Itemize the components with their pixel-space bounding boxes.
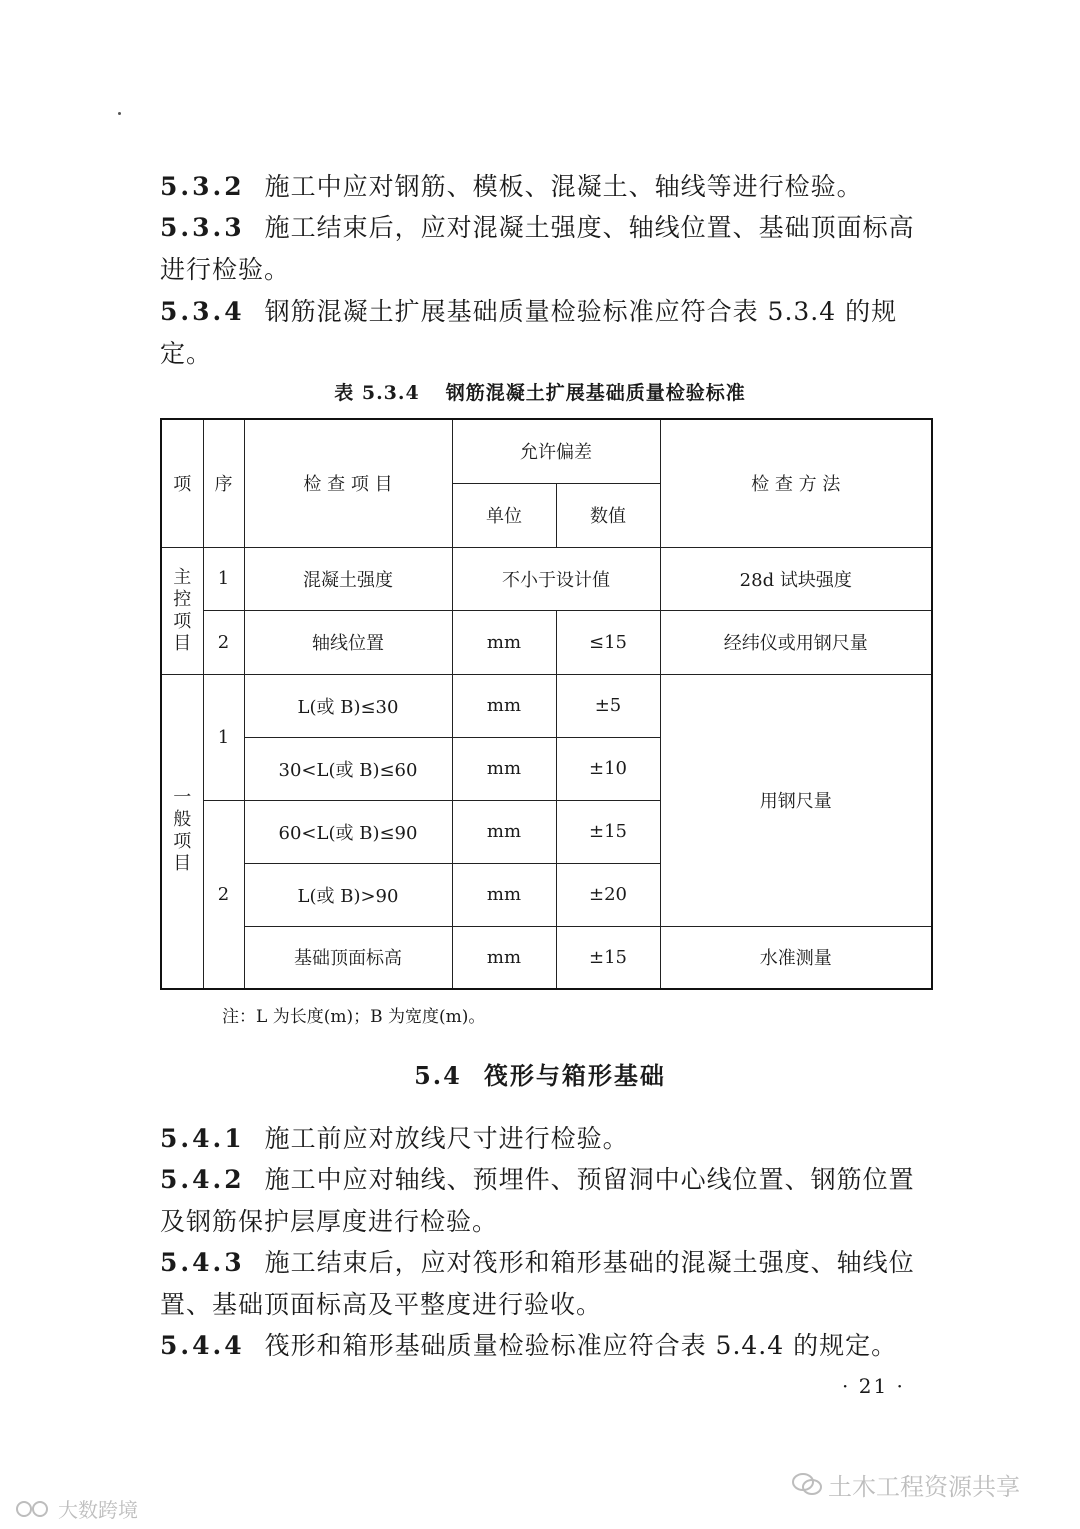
clause-number: 5.4.4 bbox=[160, 1331, 245, 1360]
row-seq: 2 bbox=[203, 610, 244, 674]
row-value: ±10 bbox=[556, 737, 660, 800]
header-unit: 单位 bbox=[452, 483, 556, 547]
clause-text: 施工前应对放线尺寸进行检验。 bbox=[264, 1124, 629, 1153]
clause-5-4-1 bbox=[160, 1118, 930, 1160]
row-item: 混凝土强度 bbox=[244, 547, 452, 610]
section-title: 筏形与箱形基础 bbox=[483, 1061, 666, 1090]
table-row bbox=[161, 547, 932, 610]
clause-text: 施工结束后，应对混凝土强度、轴线位置、基础顶面标高进行检验。 bbox=[160, 213, 915, 284]
table-number: 表 5.3.4 bbox=[334, 382, 420, 404]
row-unit: mm bbox=[452, 800, 556, 863]
group-general-label bbox=[161, 674, 203, 989]
row-tolerance: 不小于设计值 bbox=[452, 547, 660, 610]
clause-5-3-4 bbox=[160, 291, 930, 375]
header-check-item: 检 查 项 目 bbox=[244, 419, 452, 547]
row-method: 28d 试块强度 bbox=[660, 547, 932, 610]
clause-number: 5.3.2 bbox=[160, 172, 245, 201]
row-unit: mm bbox=[452, 737, 556, 800]
clause-number: 5.4.2 bbox=[160, 1165, 245, 1194]
brand-logo-icon bbox=[14, 1499, 52, 1524]
table-title-text: 钢筋混凝土扩展基础质量检验标准 bbox=[445, 382, 746, 404]
clause-text: 施工中应对钢筋、模板、混凝土、轴线等进行检验。 bbox=[264, 172, 863, 201]
vertical-char: 项 bbox=[173, 610, 192, 632]
vertical-char: 目 bbox=[173, 632, 192, 654]
header-value: 数值 bbox=[556, 483, 660, 547]
row-unit: mm bbox=[452, 863, 556, 926]
section-number: 5.4 bbox=[414, 1061, 462, 1090]
vertical-char: 主 bbox=[173, 566, 192, 588]
clause-5-3-3 bbox=[160, 207, 930, 291]
row-method-merged: 用钢尺量 bbox=[660, 674, 932, 926]
group-general-text bbox=[162, 787, 203, 875]
page-mark-dot bbox=[118, 112, 121, 115]
row-unit: mm bbox=[452, 674, 556, 737]
clause-number: 5.3.4 bbox=[160, 297, 245, 326]
row-item: 基础顶面标高 bbox=[244, 926, 452, 989]
header-item: 项 bbox=[161, 419, 203, 547]
table-row bbox=[161, 610, 932, 674]
row-unit: mm bbox=[452, 926, 556, 989]
clause-number: 5.4.3 bbox=[160, 1248, 245, 1277]
watermark-left-text: 大数跨境 bbox=[58, 1498, 138, 1522]
row-item: 30<L(或 B)≤60 bbox=[244, 737, 452, 800]
header-method: 检 查 方 法 bbox=[660, 419, 932, 547]
clause-5-4-3 bbox=[160, 1242, 930, 1326]
clause-5-4-4 bbox=[160, 1325, 930, 1367]
vertical-char: 项 bbox=[173, 831, 192, 853]
row-item: L(或 B)>90 bbox=[244, 863, 452, 926]
row-value: ±5 bbox=[556, 674, 660, 737]
vertical-char: 般 bbox=[173, 809, 192, 831]
row-seq: 1 bbox=[203, 547, 244, 610]
clause-5-3-2 bbox=[160, 166, 930, 208]
row-value: ≤15 bbox=[556, 610, 660, 674]
clause-text: 筏形和箱形基础质量检验标准应符合表 5.4.4 的规定。 bbox=[264, 1331, 898, 1360]
row-value: ±15 bbox=[556, 800, 660, 863]
row-method: 水准测量 bbox=[660, 926, 932, 989]
vertical-char: 一 bbox=[173, 787, 192, 809]
vertical-char: 控 bbox=[173, 588, 192, 610]
watermark-left bbox=[14, 1494, 138, 1524]
header-seq: 序 bbox=[203, 419, 244, 547]
table-note: 注：L 为长度(m)；B 为宽度(m)。 bbox=[222, 1007, 486, 1027]
clause-number: 5.4.1 bbox=[160, 1124, 245, 1153]
table-title bbox=[0, 378, 1080, 405]
section-heading bbox=[0, 1056, 1080, 1091]
chat-bubble-icon bbox=[792, 1472, 822, 1504]
row-item: 60<L(或 B)≤90 bbox=[244, 800, 452, 863]
group-main-label bbox=[161, 547, 203, 674]
watermark-right bbox=[792, 1467, 1020, 1504]
clause-text: 施工中应对轴线、预埋件、预留洞中心线位置、钢筋位置及钢筋保护层厚度进行检验。 bbox=[160, 1165, 915, 1236]
group-main-text bbox=[162, 567, 203, 655]
row-value: ±15 bbox=[556, 926, 660, 989]
row-seq: 2 bbox=[203, 800, 244, 989]
row-item: 轴线位置 bbox=[244, 610, 452, 674]
row-value: ±20 bbox=[556, 863, 660, 926]
vertical-char: 目 bbox=[173, 853, 192, 875]
row-method: 经纬仪或用钢尺量 bbox=[660, 610, 932, 674]
clause-text: 钢筋混凝土扩展基础质量检验标准应符合表 5.3.4 的规定。 bbox=[160, 297, 898, 368]
quality-standard-table bbox=[160, 418, 933, 990]
clause-5-4-2 bbox=[160, 1159, 930, 1243]
row-unit: mm bbox=[452, 610, 556, 674]
row-seq: 1 bbox=[203, 674, 244, 800]
table-row bbox=[161, 674, 932, 737]
row-item: L(或 B)≤30 bbox=[244, 674, 452, 737]
page-number: · 21 · bbox=[842, 1374, 905, 1398]
clause-text: 施工结束后，应对筏形和箱形基础的混凝土强度、轴线位置、基础顶面标高及平整度进行验收。 bbox=[160, 1248, 915, 1319]
header-tolerance: 允许偏差 bbox=[452, 419, 660, 483]
clause-number: 5.3.3 bbox=[160, 213, 245, 242]
table-row bbox=[161, 926, 932, 989]
watermark-right-text: 土木工程资源共享 bbox=[828, 1473, 1020, 1501]
